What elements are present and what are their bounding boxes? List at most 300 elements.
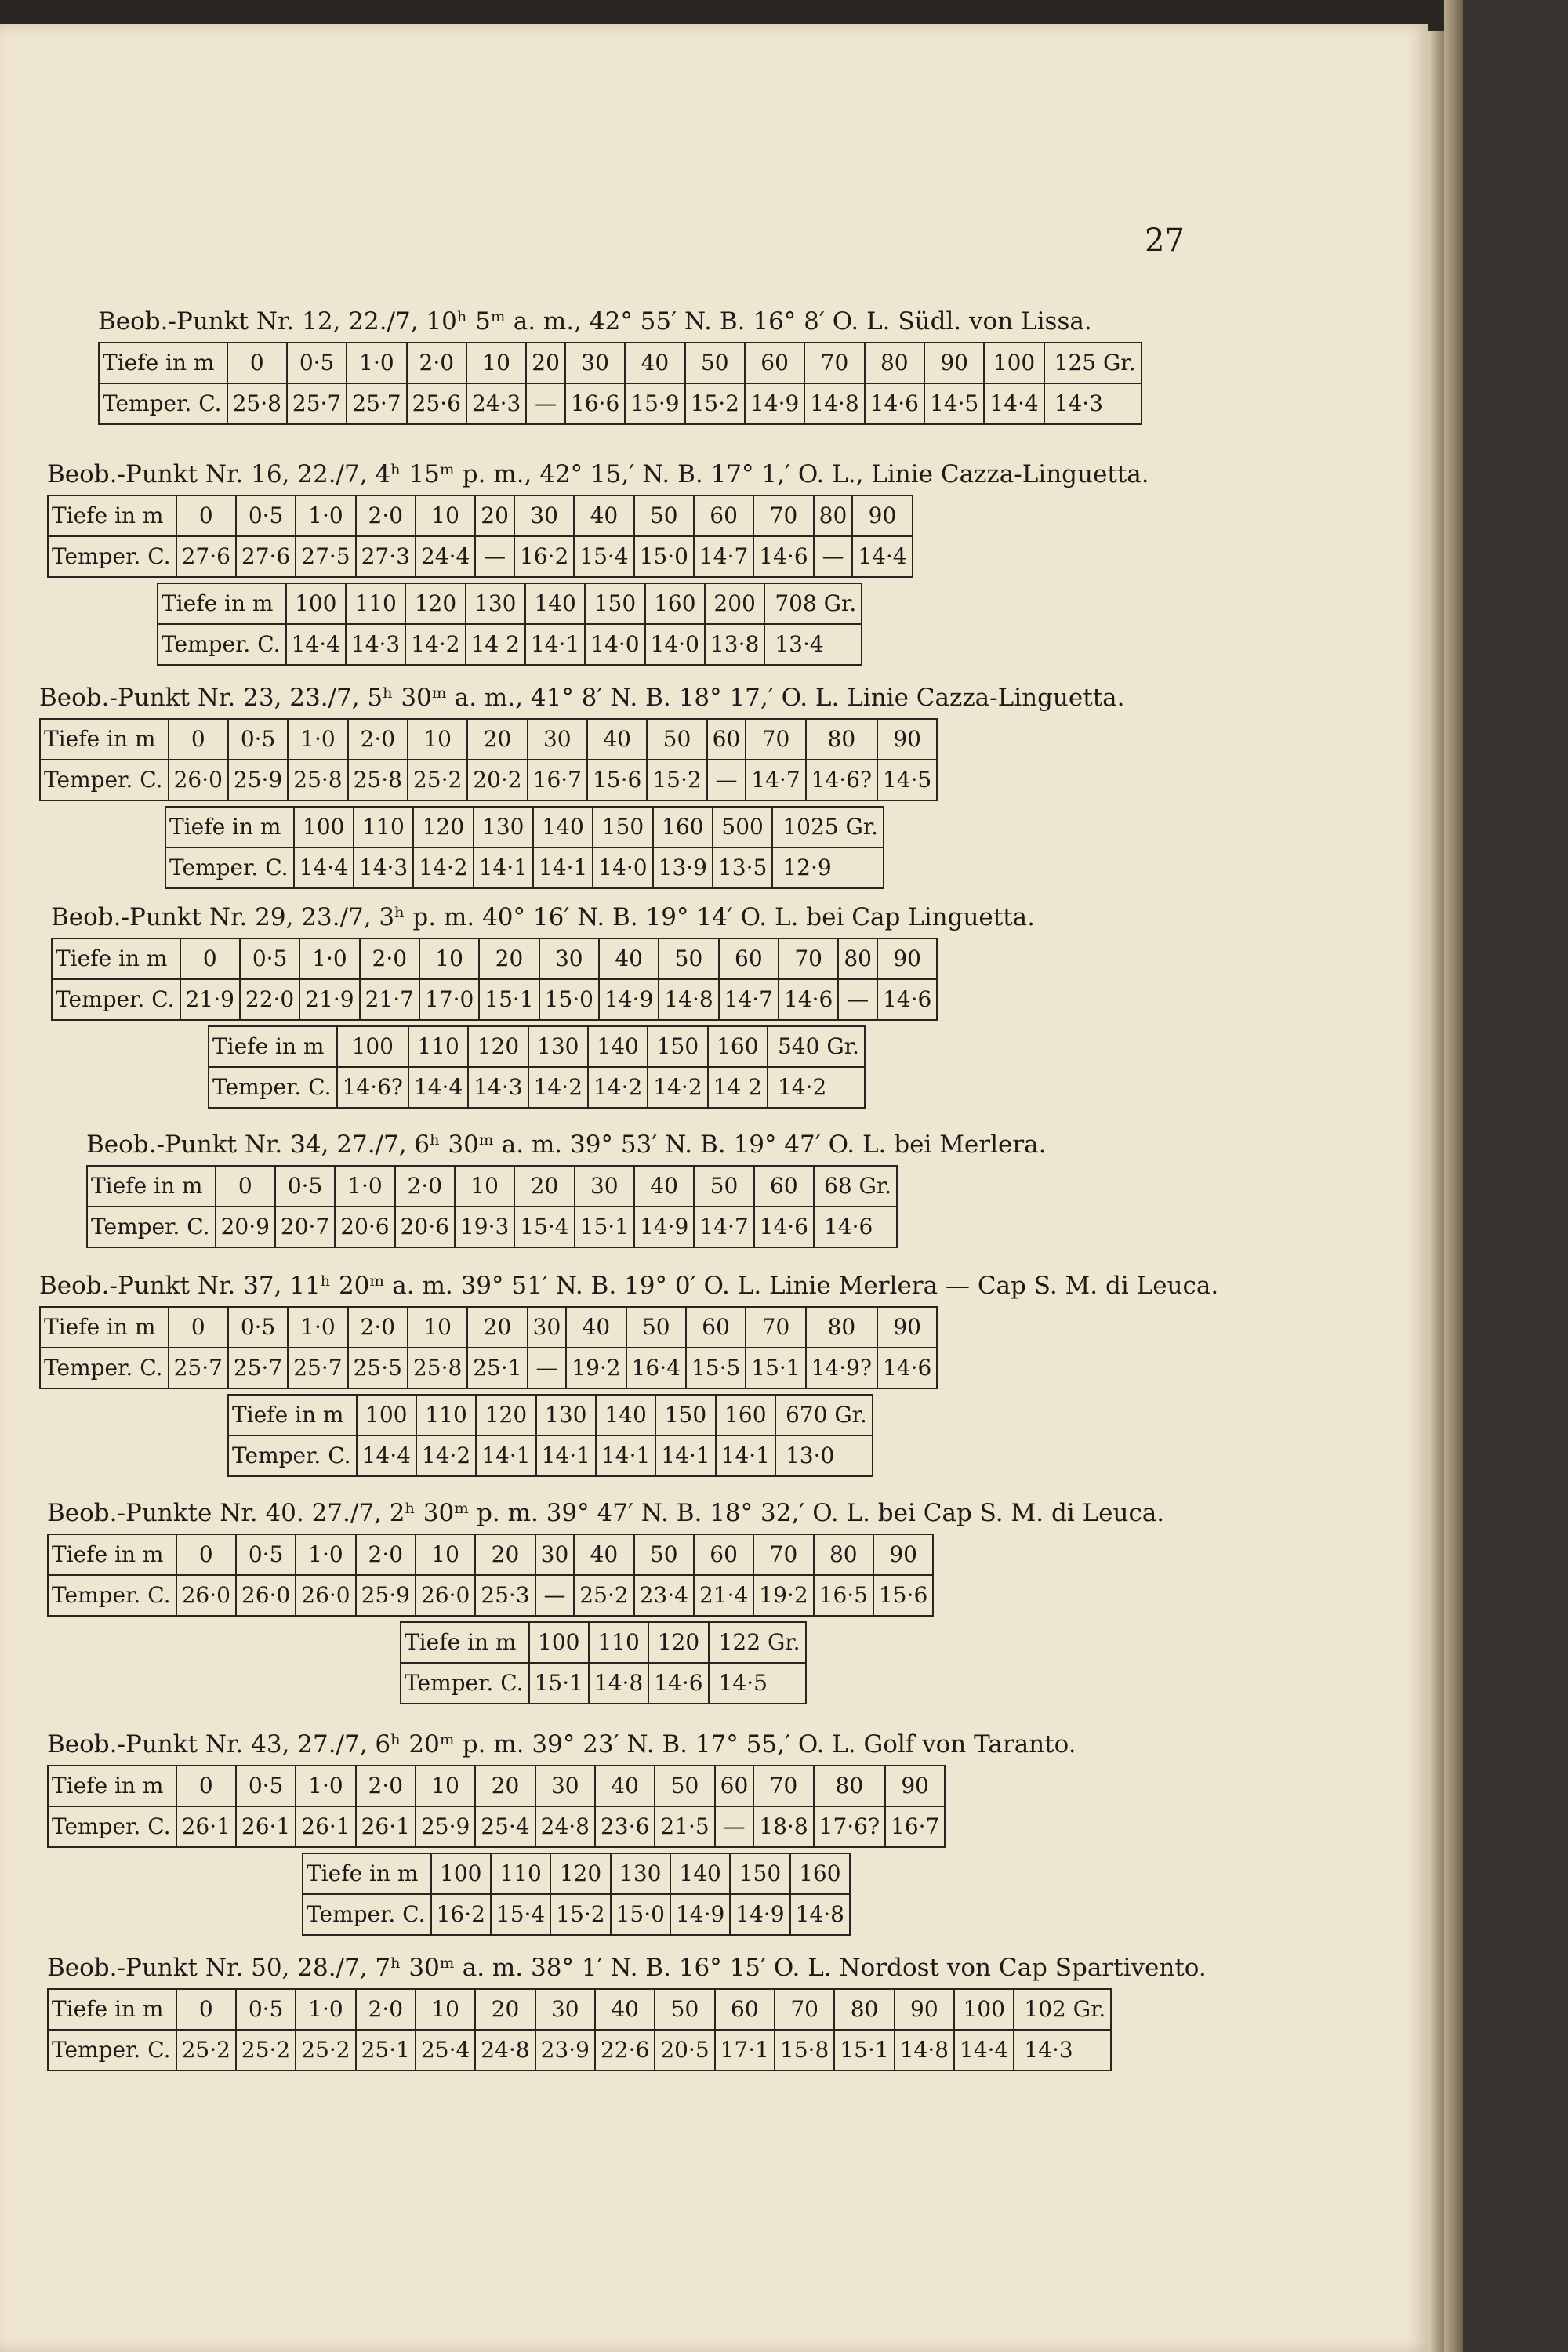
depth-cell: 60 bbox=[694, 495, 753, 536]
temp-cell: 24·4 bbox=[416, 536, 475, 577]
temp-cell: 15·8 bbox=[775, 2030, 834, 2071]
temp-cell: 15·4 bbox=[574, 536, 633, 577]
temp-cell: 14·6 bbox=[877, 979, 937, 1020]
observation-block bbox=[86, 1129, 1047, 1248]
temp-cell: 14·4 bbox=[286, 624, 346, 665]
temp-cell: 14·5 bbox=[877, 760, 937, 800]
temperature-row bbox=[209, 1067, 865, 1108]
depth-cell: 160 bbox=[653, 807, 713, 848]
depth-cell: 150 bbox=[648, 1026, 707, 1067]
temp-cell: 14·3 bbox=[468, 1067, 528, 1108]
depth-cell: 160 bbox=[708, 1026, 768, 1067]
temp-cell: — bbox=[715, 1806, 754, 1847]
temp-cell: 14·0 bbox=[593, 848, 652, 888]
temp-cell: 21·9 bbox=[180, 979, 240, 1020]
measurement-table bbox=[302, 1853, 851, 1936]
depth-cell: 160 bbox=[790, 1853, 850, 1894]
depth-cell: 2·0 bbox=[395, 1166, 455, 1207]
depth-bottom-cell: 122 Gr. bbox=[709, 1622, 806, 1663]
temp-cell: 25·1 bbox=[356, 2030, 416, 2071]
depth-cell: 80 bbox=[814, 1766, 885, 1806]
observation-block bbox=[98, 306, 1142, 425]
temp-cell: 15·1 bbox=[746, 1348, 805, 1388]
temp-cell: 13·8 bbox=[705, 624, 764, 665]
measurement-table bbox=[39, 1306, 938, 1389]
temp-cell: 26·0 bbox=[296, 1575, 355, 1616]
depth-cell: 0·5 bbox=[228, 719, 288, 760]
depth-cell: 2·0 bbox=[356, 1534, 416, 1575]
temperature-row bbox=[48, 1806, 945, 1847]
measurement-table bbox=[47, 495, 913, 578]
temp-cell: 15·2 bbox=[550, 1894, 610, 1935]
temp-cell: 14·0 bbox=[645, 624, 705, 665]
temp-cell: 25·8 bbox=[227, 383, 287, 424]
temp-cell: 26·0 bbox=[176, 1575, 236, 1616]
temp-cell: 15·4 bbox=[514, 1207, 574, 1247]
temp-cell: 15·2 bbox=[647, 760, 706, 800]
measurement-table bbox=[51, 938, 938, 1021]
temp-cell: 15·5 bbox=[686, 1348, 746, 1388]
measurement-table bbox=[98, 342, 1142, 425]
temp-cell: 14·1 bbox=[596, 1436, 655, 1476]
depth-cell: 140 bbox=[525, 583, 585, 624]
temp-cell: 14·3 bbox=[346, 624, 405, 665]
temp-cell: 22·0 bbox=[240, 979, 299, 1020]
depth-row bbox=[87, 1166, 897, 1207]
depth-cell: 2·0 bbox=[348, 1307, 408, 1348]
depth-cell: 60 bbox=[686, 1307, 746, 1348]
depth-cell: 140 bbox=[588, 1026, 648, 1067]
depth-cell: 40 bbox=[595, 1989, 655, 2030]
temp-cell: — bbox=[814, 536, 853, 577]
depth-row bbox=[209, 1026, 865, 1067]
temp-bottom-cell: 14·3 bbox=[1044, 383, 1142, 424]
page-number: 27 bbox=[1145, 223, 1185, 259]
depth-cell: 40 bbox=[595, 1766, 655, 1806]
observation-header: Beob.-Punkt Nr. 12, 22./7, 10ʰ 5ᵐ a. m., 42° 55′ N. B. 16° 8′ O. L. Südl. von Lissa. bbox=[98, 307, 1092, 336]
observation-header: Beob.-Punkt Nr. 34, 27./7, 6ʰ 30ᵐ a. m. 39° 53′ N. B. 19° 47′ O. L. bei Merlera. bbox=[86, 1131, 1047, 1159]
temp-cell: 24·8 bbox=[475, 2030, 535, 2071]
temp-cell: 14·6 bbox=[753, 536, 813, 577]
depth-cell: 70 bbox=[746, 1307, 805, 1348]
depth-cell: 50 bbox=[634, 1534, 694, 1575]
temp-cell: 14·1 bbox=[536, 1436, 596, 1476]
depth-cell: 0·5 bbox=[228, 1307, 288, 1348]
temp-cell: 20·7 bbox=[275, 1207, 335, 1247]
depth-bottom-cell: 1025 Gr. bbox=[772, 807, 884, 848]
depth-cell: 1·0 bbox=[296, 1766, 355, 1806]
depth-cell: 0·5 bbox=[240, 938, 299, 979]
depth-cell: 100 bbox=[984, 343, 1044, 383]
depth-cell: 130 bbox=[528, 1026, 588, 1067]
temp-cell: 14 2 bbox=[466, 624, 525, 665]
depth-cell: 2·0 bbox=[360, 938, 419, 979]
depth-cell: 20 bbox=[526, 343, 565, 383]
temp-cell: 18·8 bbox=[753, 1806, 813, 1847]
temp-cell: 14·9 bbox=[730, 1894, 789, 1935]
depth-cell: 30 bbox=[535, 1766, 595, 1806]
observation-header: Beob.-Punkt Nr. 16, 22./7, 4ʰ 15ᵐ p. m., 42° 15,′ N. B. 17° 1,′ O. L., Linie Cazza-Linguetta. bbox=[47, 460, 1149, 488]
depth-cell: 1·0 bbox=[335, 1166, 394, 1207]
depth-bottom-cell: 670 Gr. bbox=[775, 1395, 873, 1436]
depth-cell: 0 bbox=[180, 938, 240, 979]
depth-row bbox=[99, 343, 1142, 383]
depth-row-label: Tiefe in m bbox=[401, 1622, 529, 1663]
depth-row bbox=[48, 1766, 945, 1806]
temp-row-label: Temper. C. bbox=[40, 1348, 169, 1388]
temp-cell: 25·2 bbox=[574, 1575, 633, 1616]
depth-cell: 80 bbox=[814, 495, 853, 536]
temperature-row bbox=[99, 383, 1142, 424]
measurement-table bbox=[165, 806, 884, 889]
depth-cell: 20 bbox=[467, 719, 527, 760]
temp-cell: 14·7 bbox=[719, 979, 779, 1020]
depth-cell: 90 bbox=[877, 938, 937, 979]
temp-row-label: Temper. C. bbox=[209, 1067, 337, 1108]
observation-block bbox=[47, 1497, 1164, 1704]
temp-cell: 15·6 bbox=[587, 760, 647, 800]
temp-cell: 19·3 bbox=[455, 1207, 514, 1247]
temp-cell: 14·8 bbox=[790, 1894, 850, 1935]
depth-cell: 1·0 bbox=[288, 1307, 347, 1348]
temp-cell: 14·2 bbox=[528, 1067, 588, 1108]
temp-cell: 17·0 bbox=[419, 979, 479, 1020]
depth-cell: 100 bbox=[954, 1989, 1014, 2030]
temperature-row bbox=[48, 1575, 933, 1616]
observation-header: Beob.-Punkt Nr. 23, 23./7, 5ʰ 30ᵐ a. m., 41° 8′ N. B. 18° 17,′ O. L. Linie Cazza-Linguetta. bbox=[39, 684, 1125, 712]
observation-block bbox=[39, 1270, 1218, 1477]
depth-row-label: Tiefe in m bbox=[48, 1534, 176, 1575]
temp-cell: — bbox=[707, 760, 746, 800]
temperature-row bbox=[401, 1663, 806, 1704]
temp-cell: 17·1 bbox=[715, 2030, 775, 2071]
temp-cell: 27·6 bbox=[176, 536, 236, 577]
temp-cell: 25·8 bbox=[408, 1348, 467, 1388]
temp-cell: 17·6? bbox=[814, 1806, 885, 1847]
depth-row bbox=[158, 583, 862, 624]
depth-cell: 90 bbox=[895, 1989, 954, 2030]
observation-block bbox=[39, 682, 1125, 889]
depth-bottom-cell: 68 Gr. bbox=[814, 1166, 897, 1207]
temp-cell: 15·9 bbox=[625, 383, 684, 424]
temp-row-label: Temper. C. bbox=[48, 1575, 176, 1616]
temp-cell: 25·7 bbox=[347, 383, 406, 424]
observation-block bbox=[47, 1729, 1076, 1936]
observation-header: Beob.-Punkt Nr. 50, 28./7, 7ʰ 30ᵐ a. m. 38° 1′ N. B. 16° 15′ O. L. Nordost von Cap Spartivento. bbox=[47, 1954, 1207, 1982]
temp-cell: 15·0 bbox=[539, 979, 599, 1020]
depth-cell: 10 bbox=[416, 1766, 475, 1806]
depth-cell: 80 bbox=[834, 1989, 894, 2030]
temp-cell: 25·9 bbox=[356, 1575, 416, 1616]
depth-cell: 60 bbox=[707, 719, 746, 760]
temperature-row bbox=[87, 1207, 897, 1247]
depth-cell: 100 bbox=[529, 1622, 589, 1663]
temp-cell: 25·3 bbox=[475, 1575, 535, 1616]
temp-cell: 14·6? bbox=[806, 760, 877, 800]
depth-cell: 0 bbox=[176, 1534, 236, 1575]
temp-bottom-cell: 13·0 bbox=[775, 1436, 873, 1476]
temperature-row bbox=[40, 760, 937, 800]
depth-bottom-cell: 125 Gr. bbox=[1044, 343, 1142, 383]
depth-row-label: Tiefe in m bbox=[158, 583, 286, 624]
depth-bottom-cell: 540 Gr. bbox=[768, 1026, 865, 1067]
temp-cell: 15·1 bbox=[575, 1207, 634, 1247]
depth-cell: 70 bbox=[775, 1989, 834, 2030]
temp-row-label: Temper. C. bbox=[87, 1207, 216, 1247]
temp-row-label: Temper. C. bbox=[401, 1663, 529, 1704]
depth-cell: 90 bbox=[873, 1534, 933, 1575]
temp-cell: 14·1 bbox=[533, 848, 593, 888]
depth-cell: 100 bbox=[286, 583, 346, 624]
depth-cell: 80 bbox=[806, 719, 877, 760]
temp-row-label: Temper. C. bbox=[99, 383, 227, 424]
depth-cell: 140 bbox=[596, 1395, 655, 1436]
depth-cell: 1·0 bbox=[296, 495, 355, 536]
temp-cell: 14·4 bbox=[294, 848, 354, 888]
temp-bottom-cell: 14·6 bbox=[814, 1207, 897, 1247]
depth-cell: 40 bbox=[625, 343, 684, 383]
depth-cell: 40 bbox=[574, 495, 633, 536]
observation-header: Beob.-Punkt Nr. 37, 11ʰ 20ᵐ a. m. 39° 51′ N. B. 19° 0′ O. L. Linie Merlera — Cap S. M. di Leuca. bbox=[39, 1272, 1219, 1300]
temp-cell: 14·9 bbox=[670, 1894, 730, 1935]
depth-cell: 110 bbox=[408, 1026, 468, 1067]
depth-cell: 0·5 bbox=[236, 1534, 296, 1575]
temp-bottom-cell: 14·3 bbox=[1014, 2030, 1111, 2071]
temp-cell: 14·4 bbox=[954, 2030, 1014, 2071]
temp-row-label: Temper. C. bbox=[48, 536, 176, 577]
temp-cell: — bbox=[475, 536, 514, 577]
depth-cell: 40 bbox=[566, 1307, 626, 1348]
depth-cell: 40 bbox=[634, 1166, 694, 1207]
depth-cell: 40 bbox=[574, 1534, 633, 1575]
temp-cell: 24·8 bbox=[535, 1806, 595, 1847]
depth-cell: 20 bbox=[475, 1989, 535, 2030]
depth-cell: 30 bbox=[539, 938, 599, 979]
depth-cell: 80 bbox=[865, 343, 924, 383]
temp-cell: — bbox=[838, 979, 877, 1020]
temp-cell: 16·7 bbox=[885, 1806, 945, 1847]
depth-cell: 0·5 bbox=[236, 1766, 296, 1806]
depth-cell: 130 bbox=[536, 1395, 596, 1436]
temp-cell: 14·2 bbox=[648, 1067, 707, 1108]
depth-cell: 30 bbox=[528, 719, 587, 760]
temp-cell: 14·9 bbox=[599, 979, 659, 1020]
depth-cell: 100 bbox=[294, 807, 354, 848]
temp-cell: 20·2 bbox=[467, 760, 527, 800]
temperature-row bbox=[228, 1436, 873, 1476]
temp-cell: 26·1 bbox=[176, 1806, 236, 1847]
temp-row-label: Temper. C. bbox=[48, 1806, 176, 1847]
depth-cell: 10 bbox=[408, 1307, 467, 1348]
depth-bottom-cell: 708 Gr. bbox=[764, 583, 862, 624]
temp-row-label: Temper. C. bbox=[303, 1894, 431, 1935]
depth-cell: 10 bbox=[416, 495, 475, 536]
temp-cell: 14·8 bbox=[804, 383, 864, 424]
temp-cell: 19·2 bbox=[566, 1348, 626, 1388]
depth-cell: 0·5 bbox=[236, 1989, 296, 2030]
temp-cell: 27·3 bbox=[356, 536, 416, 577]
depth-cell: 2·0 bbox=[356, 495, 416, 536]
depth-cell: 120 bbox=[468, 1026, 528, 1067]
depth-cell: 60 bbox=[715, 1766, 754, 1806]
measurement-table bbox=[400, 1621, 807, 1704]
temp-row-label: Temper. C. bbox=[165, 848, 294, 888]
binding-band bbox=[1444, 0, 1463, 2352]
temp-cell: 25·7 bbox=[287, 383, 347, 424]
depth-cell: 160 bbox=[645, 583, 705, 624]
depth-row-label: Tiefe in m bbox=[40, 1307, 169, 1348]
temp-cell: 14·9 bbox=[745, 383, 804, 424]
depth-cell: 140 bbox=[670, 1853, 730, 1894]
temp-cell: 15·2 bbox=[685, 383, 745, 424]
depth-cell: 50 bbox=[694, 1166, 753, 1207]
depth-cell: 0 bbox=[169, 1307, 228, 1348]
depth-cell: 90 bbox=[877, 719, 937, 760]
depth-row-label: Tiefe in m bbox=[48, 1766, 176, 1806]
depth-cell: 0 bbox=[176, 1766, 236, 1806]
temp-cell: 16·5 bbox=[814, 1575, 873, 1616]
depth-cell: 200 bbox=[705, 583, 764, 624]
depth-cell: 40 bbox=[587, 719, 647, 760]
depth-cell: 20 bbox=[467, 1307, 527, 1348]
depth-cell: 1·0 bbox=[296, 1534, 355, 1575]
depth-row bbox=[48, 1534, 933, 1575]
depth-cell: 20 bbox=[475, 1534, 535, 1575]
temp-cell: 14·2 bbox=[413, 848, 473, 888]
depth-cell: 500 bbox=[713, 807, 772, 848]
depth-row-label: Tiefe in m bbox=[165, 807, 294, 848]
temp-cell: 25·1 bbox=[467, 1348, 527, 1388]
depth-cell: 1·0 bbox=[347, 343, 406, 383]
temp-cell: 14·6 bbox=[779, 979, 838, 1020]
temp-cell: 13·9 bbox=[653, 848, 713, 888]
temp-bottom-cell: 13·4 bbox=[764, 624, 862, 665]
depth-cell: 2·0 bbox=[407, 343, 466, 383]
temp-cell: 26·1 bbox=[356, 1806, 416, 1847]
temp-cell: 25·7 bbox=[228, 1348, 288, 1388]
temp-cell: 14·1 bbox=[716, 1436, 775, 1476]
depth-cell: 150 bbox=[730, 1853, 789, 1894]
depth-row-label: Tiefe in m bbox=[228, 1395, 357, 1436]
observation-header: Beob.-Punkt Nr. 29, 23./7, 3ʰ p. m. 40° 16′ N. B. 19° 14′ O. L. bei Cap Linguetta. bbox=[51, 903, 1036, 931]
temp-cell: 14·8 bbox=[659, 979, 718, 1020]
observation-block bbox=[47, 1952, 1207, 2071]
temp-cell: 14·5 bbox=[924, 383, 984, 424]
temp-cell: 16·7 bbox=[528, 760, 587, 800]
depth-cell: 30 bbox=[528, 1307, 567, 1348]
temp-cell: 14·1 bbox=[655, 1436, 715, 1476]
depth-cell: 110 bbox=[491, 1853, 550, 1894]
temp-cell: 14·8 bbox=[589, 1663, 648, 1704]
depth-cell: 2·0 bbox=[348, 719, 408, 760]
depth-cell: 110 bbox=[416, 1395, 476, 1436]
temperature-row bbox=[303, 1894, 850, 1935]
depth-cell: 70 bbox=[804, 343, 864, 383]
temp-cell: 16·2 bbox=[514, 536, 574, 577]
depth-cell: 50 bbox=[626, 1307, 686, 1348]
depth-cell: 70 bbox=[746, 719, 805, 760]
temp-cell: 25·6 bbox=[407, 383, 466, 424]
depth-cell: 70 bbox=[753, 495, 813, 536]
temp-cell: 25·4 bbox=[416, 2030, 475, 2071]
temp-row-label: Temper. C. bbox=[228, 1436, 357, 1476]
temp-cell: 21·5 bbox=[655, 1806, 714, 1847]
temp-cell: 14·6 bbox=[754, 1207, 814, 1247]
temperature-row bbox=[40, 1348, 937, 1388]
temp-cell: 14·7 bbox=[694, 1207, 753, 1247]
temperature-row bbox=[48, 536, 913, 577]
temp-cell: 14·2 bbox=[588, 1067, 648, 1108]
depth-cell: 90 bbox=[885, 1766, 945, 1806]
measurement-table bbox=[47, 1534, 934, 1617]
depth-cell: 10 bbox=[408, 719, 467, 760]
depth-cell: 70 bbox=[753, 1766, 813, 1806]
temp-cell: 16·4 bbox=[626, 1348, 686, 1388]
temp-cell: 15·1 bbox=[529, 1663, 589, 1704]
temp-cell: 25·2 bbox=[236, 2030, 296, 2071]
depth-row bbox=[48, 495, 913, 536]
depth-cell: 1·0 bbox=[288, 719, 347, 760]
depth-row-label: Tiefe in m bbox=[87, 1166, 216, 1207]
temp-cell: 14·1 bbox=[474, 848, 533, 888]
temp-cell: 23·4 bbox=[634, 1575, 694, 1616]
temp-cell: 14·4 bbox=[357, 1436, 416, 1476]
temp-cell: 25·9 bbox=[228, 760, 288, 800]
temp-cell: 25·8 bbox=[348, 760, 408, 800]
depth-cell: 110 bbox=[589, 1622, 648, 1663]
depth-cell: 30 bbox=[514, 495, 574, 536]
temp-cell: 25·2 bbox=[296, 2030, 355, 2071]
temp-cell: 26·1 bbox=[236, 1806, 296, 1847]
depth-cell: 0·5 bbox=[287, 343, 347, 383]
temp-cell: 19·2 bbox=[753, 1575, 813, 1616]
temp-cell: 14·4 bbox=[408, 1067, 468, 1108]
temp-cell: 23·6 bbox=[595, 1806, 655, 1847]
temp-bottom-cell: 14·2 bbox=[768, 1067, 865, 1108]
depth-cell: 70 bbox=[753, 1534, 813, 1575]
temp-cell: 16·2 bbox=[431, 1894, 491, 1935]
temp-cell: 21·4 bbox=[694, 1575, 753, 1616]
temp-cell: 15·6 bbox=[873, 1575, 933, 1616]
temp-cell: 21·7 bbox=[360, 979, 419, 1020]
depth-cell: 50 bbox=[659, 938, 718, 979]
temp-cell: 14·6 bbox=[648, 1663, 708, 1704]
temp-cell: 20·5 bbox=[655, 2030, 714, 2071]
depth-cell: 0 bbox=[216, 1166, 275, 1207]
depth-cell: 10 bbox=[419, 938, 479, 979]
temp-cell: 14·7 bbox=[694, 536, 753, 577]
depth-cell: 10 bbox=[455, 1166, 514, 1207]
depth-cell: 60 bbox=[754, 1166, 814, 1207]
depth-cell: 60 bbox=[719, 938, 779, 979]
temp-cell: 22·6 bbox=[595, 2030, 655, 2071]
temp-row-label: Temper. C. bbox=[48, 2030, 176, 2071]
measurement-table bbox=[39, 718, 938, 801]
temp-cell: 14·4 bbox=[984, 383, 1044, 424]
temp-cell: 14·1 bbox=[525, 624, 585, 665]
depth-cell: 90 bbox=[924, 343, 984, 383]
depth-cell: 2·0 bbox=[356, 1989, 416, 2030]
depth-row bbox=[228, 1395, 873, 1436]
depth-row bbox=[52, 938, 937, 979]
depth-cell: 30 bbox=[535, 1534, 575, 1575]
depth-cell: 50 bbox=[634, 495, 694, 536]
temp-cell: — bbox=[535, 1575, 575, 1616]
temp-cell: 25·2 bbox=[408, 760, 467, 800]
temp-row-label: Temper. C. bbox=[40, 760, 169, 800]
temp-cell: 20·9 bbox=[216, 1207, 275, 1247]
depth-cell: 0·5 bbox=[236, 495, 296, 536]
